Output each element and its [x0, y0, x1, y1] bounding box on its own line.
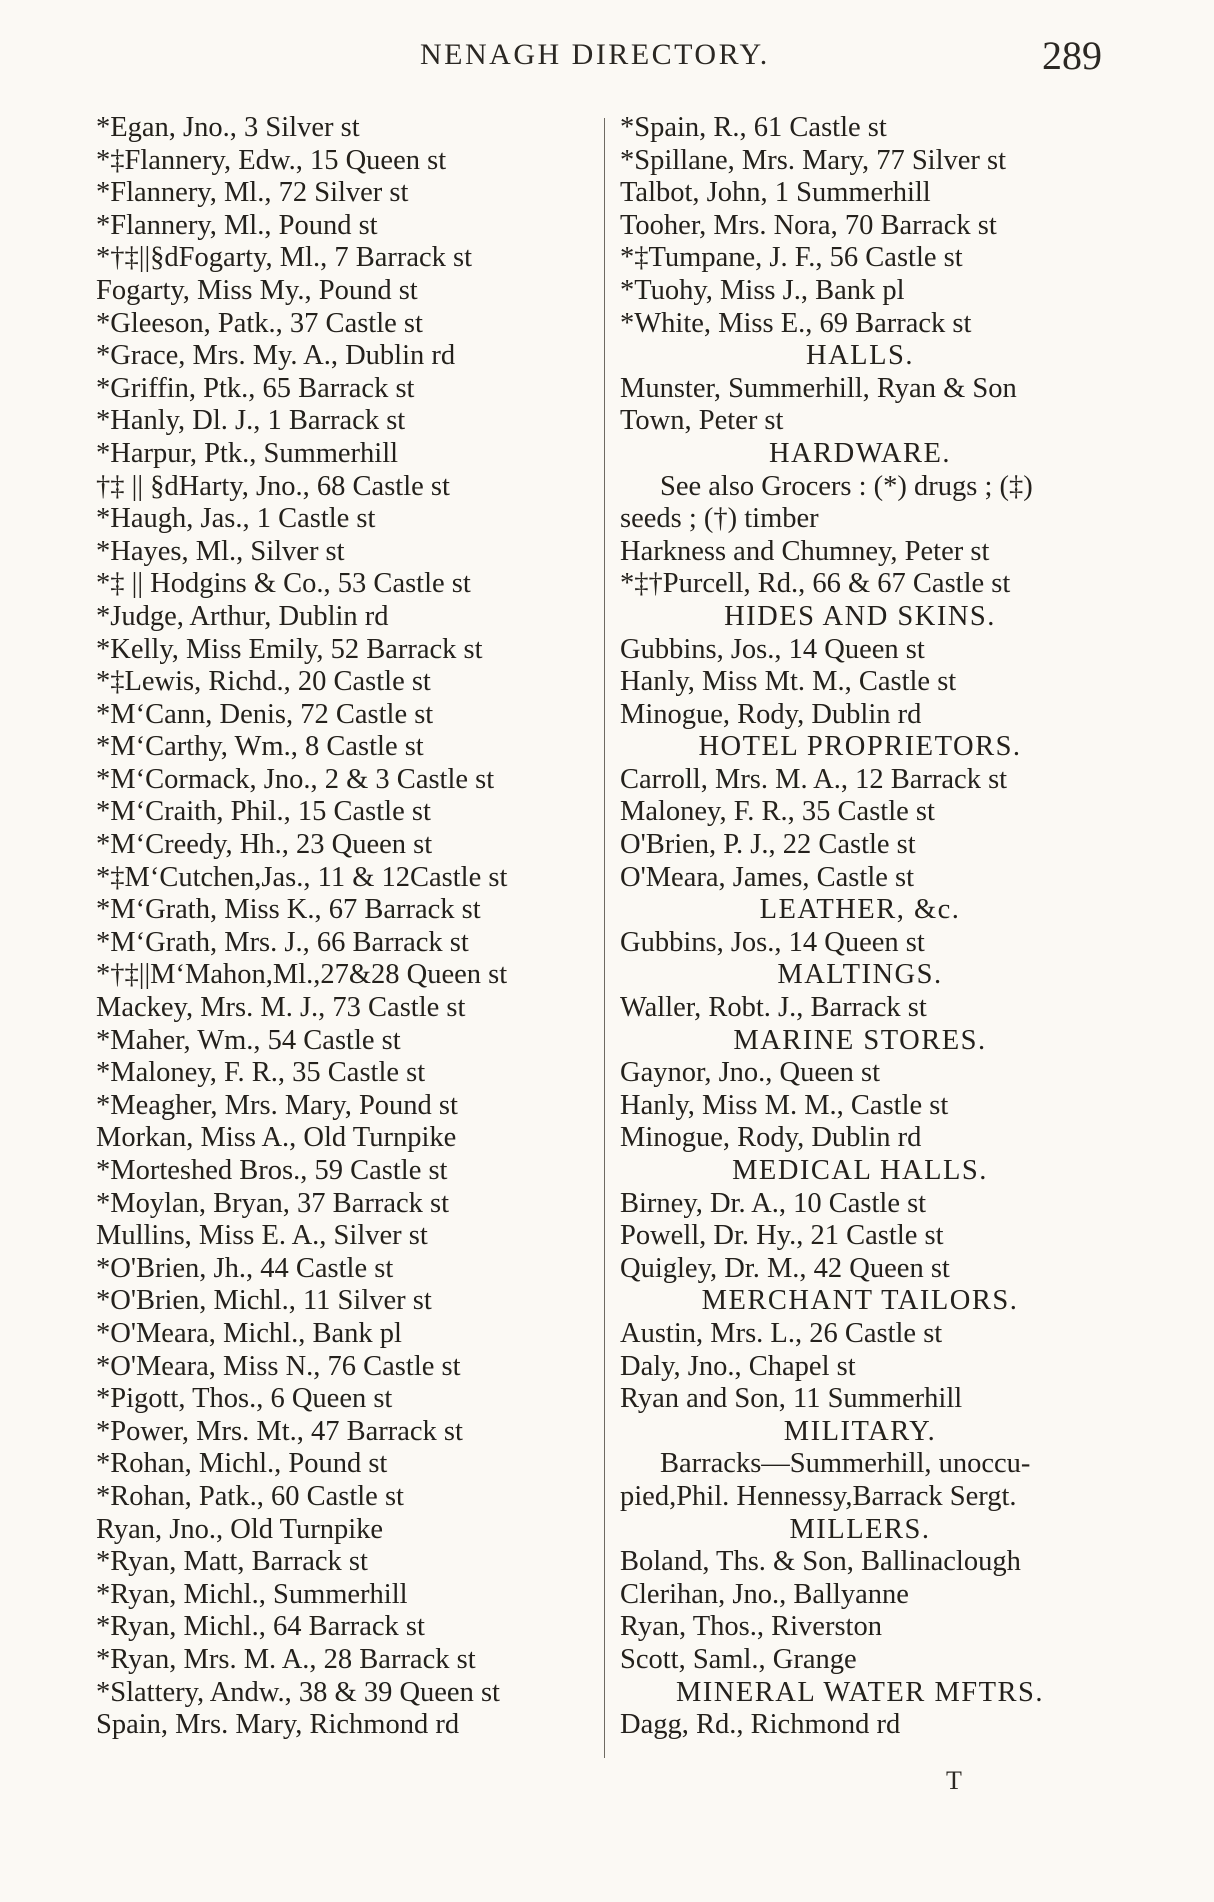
directory-entry: *O'Meara, Miss N., 76 Castle st — [96, 1350, 461, 1382]
section-heading-hotel: HOTEL PROPRIETORS. — [698, 731, 1022, 763]
directory-entry: Fogarty, Miss My., Pound st — [96, 274, 418, 306]
directory-entry: *M‘Craith, Phil., 15 Castle st — [96, 796, 431, 828]
directory-entry: *‡†Purcell, Rd., 66 & 67 Castle st — [620, 568, 1011, 600]
directory-entry: *‡Flannery, Edw., 15 Queen st — [96, 144, 447, 176]
directory-entry: Waller, Robt. J., Barrack st — [620, 992, 927, 1024]
directory-entry: *Maloney, F. R., 35 Castle st — [96, 1057, 426, 1089]
section-heading-hides: HIDES AND SKINS. — [724, 600, 996, 632]
directory-entry: *Rohan, Patk., 60 Castle st — [96, 1480, 404, 1512]
directory-entry: *Hayes, Ml., Silver st — [96, 535, 345, 567]
directory-entry: *‡Tumpane, J. F., 56 Castle st — [620, 242, 963, 274]
directory-entry: *Ryan, Michl., Summerhill — [96, 1578, 408, 1610]
directory-entry: *‡M‘Cutchen,Jas., 11 & 12Castle st — [96, 861, 508, 893]
directory-entry: *Power, Mrs. Mt., 47 Barrack st — [96, 1415, 463, 1447]
directory-entry: *Rohan, Michl., Pound st — [96, 1448, 388, 1480]
directory-entry: *Spain, R., 61 Castle st — [620, 112, 887, 143]
directory-entry: Town, Peter st — [620, 405, 784, 437]
running-title: NENAGH DIRECTORY. — [420, 38, 770, 71]
directory-entry: *Hanly, Dl. J., 1 Barrack st — [96, 405, 406, 437]
directory-entry: *M‘Creedy, Hh., 23 Queen st — [96, 829, 433, 861]
directory-entry: Boland, Ths. & Son, Ballinaclough — [620, 1546, 1021, 1578]
directory-entry: Spain, Mrs. Mary, Richmond rd — [96, 1709, 460, 1741]
section-heading-millers: MILLERS. — [789, 1513, 931, 1545]
merchant-list — [620, 1318, 1120, 1416]
directory-entry: Scott, Saml., Grange — [620, 1643, 857, 1675]
directory-entry: O'Meara, James, Castle st — [620, 861, 915, 893]
directory-entry: *M‘Cormack, Jno., 2 & 3 Castle st — [96, 763, 495, 795]
medical-list — [620, 1188, 1120, 1286]
directory-entry: Birney, Dr. A., 10 Castle st — [620, 1187, 927, 1219]
directory-entry: *O'Brien, Jh., 44 Castle st — [96, 1252, 394, 1284]
leather-list — [620, 927, 1120, 960]
directory-entry: Hanly, Miss Mt. M., Castle st — [620, 666, 957, 698]
section-heading-leather: LEATHER, &c. — [759, 894, 961, 926]
left-column — [96, 112, 596, 1742]
mineral-list — [620, 1709, 1120, 1742]
marine-list — [620, 1057, 1120, 1155]
directory-entry: Hanly, Miss M. M., Castle st — [620, 1089, 949, 1121]
directory-entry: *Slattery, Andw., 38 & 39 Queen st — [96, 1676, 500, 1708]
section-heading-halls: HALLS. — [806, 340, 914, 372]
directory-entry: *Pigott, Thos., 6 Queen st — [96, 1383, 393, 1415]
directory-entry: *O'Meara, Michl., Bank pl — [96, 1317, 402, 1349]
directory-entry: *Meagher, Mrs. Mary, Pound st — [96, 1089, 458, 1121]
directory-entry: Carroll, Mrs. M. A., 12 Barrack st — [620, 763, 1008, 795]
directory-entry: *Tuohy, Miss J., Bank pl — [620, 274, 905, 306]
right-column — [620, 112, 1120, 1742]
section-heading-merchant: MERCHANT TAILORS. — [701, 1285, 1019, 1317]
directory-entry: Clerihan, Jno., Ballyanne — [620, 1578, 909, 1610]
directory-entry: Powell, Dr. Hy., 21 Castle st — [620, 1220, 944, 1252]
directory-entry: *White, Miss E., 69 Barrack st — [620, 307, 972, 339]
millers-list — [620, 1546, 1120, 1676]
directory-entry: Morkan, Miss A., Old Turnpike — [96, 1122, 457, 1154]
directory-entry: Gubbins, Jos., 14 Queen st — [620, 926, 925, 958]
signature-mark: T — [946, 1766, 962, 1795]
column-divider — [604, 118, 605, 1758]
directory-entry: Ryan, Jno., Old Turnpike — [96, 1513, 384, 1545]
directory-entry: *†‡||§dFogarty, Ml., 7 Barrack st — [96, 242, 473, 274]
directory-entry: †‡ || §dHarty, Jno., 68 Castle st — [96, 470, 450, 502]
directory-entry: *Morteshed Bros., 59 Castle st — [96, 1155, 448, 1186]
directory-entry: Minogue, Rody, Dublin rd — [620, 1122, 922, 1154]
directory-entry: Gaynor, Jno., Queen st — [620, 1057, 881, 1089]
directory-entry: *‡ || Hodgins & Co., 53 Castle st — [96, 568, 471, 600]
directory-entry: Austin, Mrs. L., 26 Castle st — [620, 1317, 943, 1349]
directory-entry: *Ryan, Mrs. M. A., 28 Barrack st — [96, 1643, 476, 1675]
section-heading-military: MILITARY. — [783, 1415, 937, 1447]
hides-list — [620, 634, 1120, 732]
directory-entry: Mackey, Mrs. M. J., 73 Castle st — [96, 992, 466, 1024]
directory-entry: Harkness and Chumney, Peter st — [620, 535, 990, 567]
military-note-continued: pied,Phil. Hennessy,Barrack Sergt. — [620, 1480, 1017, 1512]
directory-entry: Mullins, Miss E. A., Silver st — [96, 1220, 428, 1252]
directory-entry: Quigley, Dr. M., 42 Queen st — [620, 1252, 950, 1284]
directory-entry: Daly, Jno., Chapel st — [620, 1350, 856, 1382]
directory-entry: Talbot, John, 1 Summerhill — [620, 177, 931, 209]
directory-entry: *Griffin, Ptk., 65 Barrack st — [96, 372, 415, 404]
directory-entry: *†‡||M‘Mahon,Ml.,27&28 Queen st — [96, 959, 508, 991]
directory-entry: *M‘Cann, Denis, 72 Castle st — [96, 698, 434, 730]
military-note: Barracks—Summerhill, unoccu- — [660, 1448, 1031, 1480]
directory-entry: *‡Lewis, Richd., 20 Castle st — [96, 666, 431, 698]
directory-entry: *Judge, Arthur, Dublin rd — [96, 600, 389, 632]
directory-entry: *M‘Grath, Miss K., 67 Barrack st — [96, 894, 481, 926]
section-heading-mineral: MINERAL WATER MFTRS. — [675, 1676, 1045, 1708]
directory-entry: *Flannery, Ml., Pound st — [96, 209, 378, 241]
page-header — [0, 30, 1214, 90]
directory-entry: *Kelly, Miss Emily, 52 Barrack st — [96, 633, 483, 665]
directory-entry: Tooher, Mrs. Nora, 70 Barrack st — [620, 209, 997, 241]
directory-entry: *O'Brien, Michl., 11 Silver st — [96, 1285, 432, 1317]
directory-entry: *M‘Carthy, Wm., 8 Castle st — [96, 731, 424, 763]
directory-entry: O'Brien, P. J., 22 Castle st — [620, 829, 916, 861]
directory-entry: *Ryan, Michl., 64 Barrack st — [96, 1611, 425, 1643]
directory-entry: Maloney, F. R., 35 Castle st — [620, 796, 935, 828]
directory-entry: *Spillane, Mrs. Mary, 77 Silver st — [620, 144, 1007, 176]
directory-entry: Ryan and Son, 11 Summerhill — [620, 1383, 963, 1415]
directory-entry: *Egan, Jno., 3 Silver st — [96, 112, 360, 143]
directory-entry: *Moylan, Bryan, 37 Barrack st — [96, 1187, 450, 1219]
section-heading-hardware: HARDWARE. — [768, 437, 952, 469]
directory-entry: Munster, Summerhill, Ryan & Son — [620, 372, 1017, 404]
directory-entry: *Grace, Mrs. My. A., Dublin rd — [96, 340, 456, 372]
directory-entry: *M‘Grath, Mrs. J., 66 Barrack st — [96, 926, 469, 958]
directory-entry: *Haugh, Jas., 1 Castle st — [96, 503, 376, 535]
directory-entry: Ryan, Thos., Riverston — [620, 1611, 882, 1643]
directory-entry: Dagg, Rd., Richmond rd — [620, 1709, 901, 1741]
hotel-list — [620, 764, 1120, 894]
hardware-note-continued: seeds ; (†) timber — [620, 503, 819, 535]
hardware-list — [620, 536, 1120, 601]
grocers-continued — [620, 112, 1120, 340]
maltings-list — [620, 992, 1120, 1025]
section-heading-medical: MEDICAL HALLS. — [732, 1155, 988, 1186]
directory-entry: Gubbins, Jos., 14 Queen st — [620, 633, 925, 665]
directory-entry: *Flannery, Ml., 72 Silver st — [96, 177, 409, 209]
directory-entry: *Maher, Wm., 54 Castle st — [96, 1024, 401, 1056]
section-heading-maltings: MALTINGS. — [777, 959, 943, 991]
directory-entry: *Gleeson, Patk., 37 Castle st — [96, 307, 423, 339]
directory-entry: *Ryan, Matt, Barrack st — [96, 1546, 368, 1578]
page-number: 289 — [1042, 33, 1102, 78]
section-heading-marine: MARINE STORES. — [733, 1024, 987, 1056]
directory-entry: *Harpur, Ptk., Summerhill — [96, 437, 399, 469]
directory-entry: Minogue, Rody, Dublin rd — [620, 698, 922, 730]
halls-list — [620, 373, 1120, 438]
hardware-note: See also Grocers : (*) drugs ; (‡) — [660, 470, 1033, 502]
